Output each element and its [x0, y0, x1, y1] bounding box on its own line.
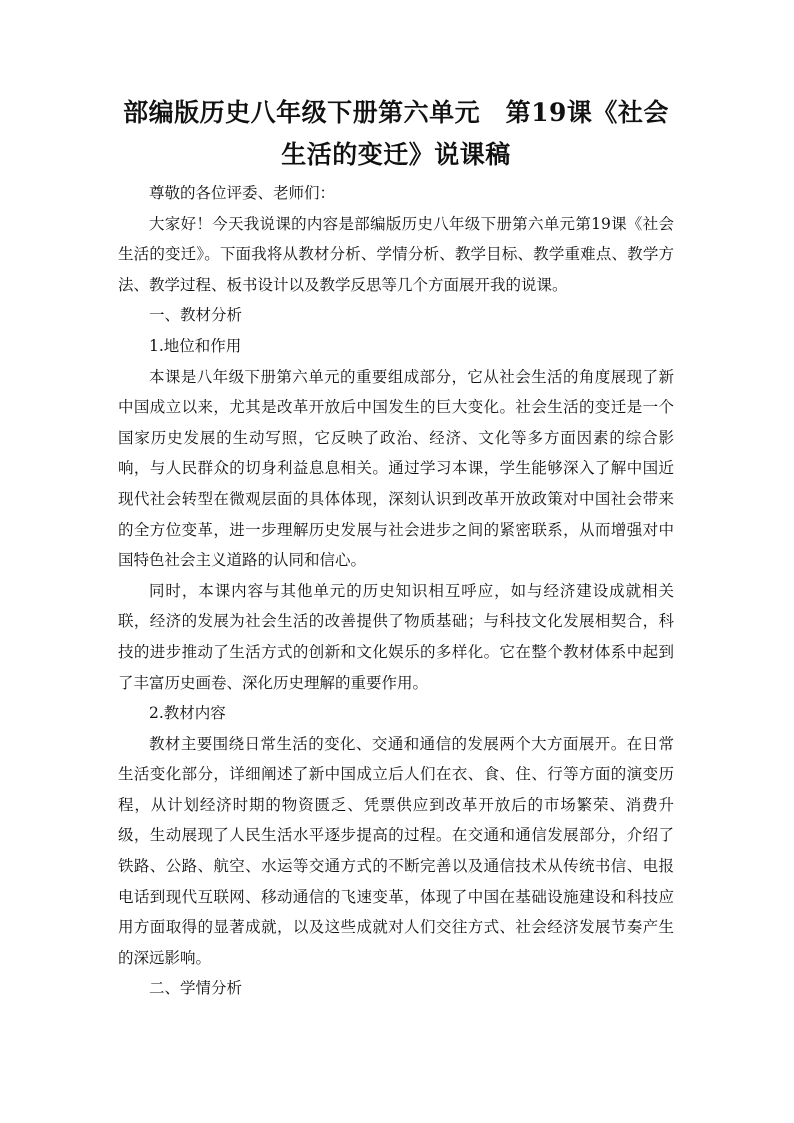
section-heading-student-analysis: 二、学情分析 [149, 979, 243, 998]
subheading-position-role: 1.地位和作用 [149, 336, 242, 355]
document-body [118, 178, 674, 1004]
intro-paragraph: 大家好！今天我说课的内容是部编版历史八年级下册第六单元第19课《社会生活的变迁》。下面我将从教材分析、学情分析、教学目标、教学重难点、教学方法、教学过程、板书设计以及教学反思等几个方面展开我的说课。 [118, 214, 674, 294]
section-heading-textbook-analysis: 一、教材分析 [149, 306, 243, 325]
document-title: 部编版历史八年级下册第六单元 第19课《社会生活的变迁》说课稿 [123, 98, 669, 169]
connection-paragraph: 同时，本课内容与其他单元的历史知识相互呼应，如与经济建设成就相关联，经济的发展为社会生活的改善提供了物质基础；与科技文化发展相契合，科技的进步推动了生活方式的创新和文化娱乐的多样化。它在整个教材体系中起到了丰富历史画卷、深化历史理解的重要作用。 [118, 581, 674, 692]
textbook-content-paragraph: 教材主要围绕日常生活的变化、交通和通信的发展两个大方面展开。在日常生活变化部分，详细阐述了新中国成立后人们在衣、食、住、行等方面的演变历程，从计划经济时期的物资匮乏、凭票供应到改革开放后的市场繁荣、消费升级，生动展现了人民生活水平逐步提高的过程。在交通和通信发展部分，介绍了铁路、公路、航空、水运等交通方式的不断完善以及通信技术从传统书信、电报电话到现代互联网、移动通信的飞速变革，体现了中国在基础设施建设和科技应用方面取得的显著成就，以及这些成就对人们交往方式、社会经济发展节奏产生的深远影响。 [118, 734, 674, 967]
position-role-paragraph: 本课是八年级下册第六单元的重要组成部分，它从社会生活的角度展现了新中国成立以来，尤其是改革开放后中国发生的巨大变化。社会生活的变迁是一个国家历史发展的生动写照，它反映了政治、经济、文化等多方面因素的综合影响，与人民群众的切身利益息息相关。通过学习本课，学生能够深入了解中国近现代社会转型在微观层面的具体体现，深刻认识到改革开放政策对中国社会带来的全方位变革，进一步理解历史发展与社会进步之间的紧密联系，从而增强对中国特色社会主义道路的认同和信心。 [118, 367, 674, 570]
subheading-textbook-content: 2.教材内容 [149, 704, 226, 723]
greeting-paragraph: 尊敬的各位评委、老师们： [149, 184, 336, 202]
